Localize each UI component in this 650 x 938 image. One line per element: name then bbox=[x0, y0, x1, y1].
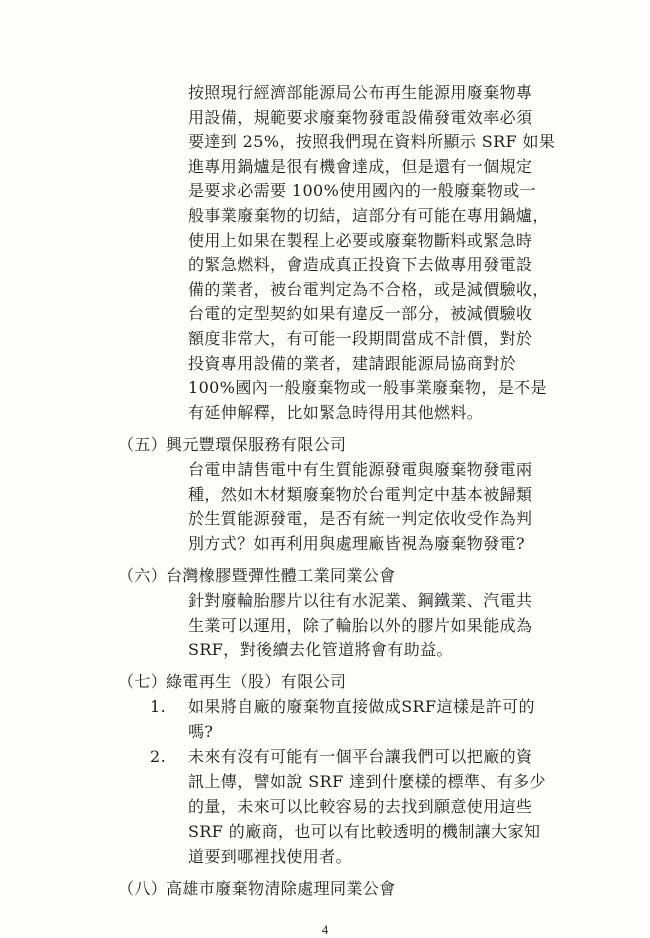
text-line: SRF 的廠商，也可以有比較透明的機制讓大家知 bbox=[188, 822, 541, 842]
text-line: 生業可以運用，除了輪胎以外的膠片如果能成為 bbox=[188, 615, 533, 635]
section-heading: 興元豐環保服務有限公司 bbox=[166, 435, 347, 455]
text-line: 嗎? bbox=[188, 722, 214, 742]
text-line: 的量，未來可以比較容易的去找到願意使用這些 bbox=[188, 797, 533, 817]
text-line: 針對廢輪胎膠片以往有水泥業、鋼鐵業、汽電共 bbox=[188, 591, 533, 610]
text-line: 要達到 25%，按照我們現在資料所顯示 SRF 如果 bbox=[188, 132, 556, 152]
section-heading: 綠電再生（股）有限公司 bbox=[166, 672, 347, 692]
text-line: 100%國內一般廢棄物或一般事業廢棄物，是不是 bbox=[188, 378, 547, 398]
section-marker: （五） bbox=[118, 435, 168, 455]
section-marker: （七） bbox=[118, 672, 168, 692]
text-line: 台電的定型契約如果有違反一部分，被減價驗收 bbox=[188, 304, 533, 324]
text-line: 有延伸解釋，比如緊急時得用其他燃料。 bbox=[188, 402, 484, 422]
text-line: 道要到哪裡找使用者。 bbox=[188, 847, 353, 867]
text-line: 如果將自廠的廢棄物直接做成SRF這樣是許可的 bbox=[188, 697, 535, 717]
text-line: 按照現行經濟部能源局公布再生能源用廢棄物專 bbox=[188, 83, 533, 102]
section-marker: （六） bbox=[118, 566, 168, 586]
item-number: 1. bbox=[150, 697, 167, 717]
text-line: 未來有沒有可能有一個平台讓我們可以把廠的資 bbox=[188, 747, 533, 767]
section-heading: 台灣橡膠暨彈性體工業同業公會 bbox=[166, 566, 396, 586]
text-line: 台電申請售電中有生質能源發電與廢棄物發電兩 bbox=[188, 460, 533, 479]
page-number: 4 bbox=[321, 922, 329, 938]
text-line: 進專用鍋爐是很有機會達成，但是還有一個規定 bbox=[188, 156, 533, 176]
text-line: 投資專用設備的業者，建請跟能源局協商對於 bbox=[188, 353, 517, 373]
text-line: 的緊急燃料，會造成真正投資下去做專用發電設 bbox=[188, 255, 533, 275]
text-line: 用設備，規範要求廢棄物發電設備發電效率必須 bbox=[188, 107, 533, 127]
text-line: 是要求必需要 100%使用國內的一般廢棄物或一 bbox=[188, 181, 537, 201]
text-line: 別方式？如再利用與處理廠皆視為廢棄物發電? bbox=[188, 533, 525, 553]
section-marker: （八） bbox=[118, 879, 168, 899]
text-line: 種，然如木材類廢棄物於台電判定中基本被歸類 bbox=[188, 484, 533, 504]
text-line: 訊上傳，譬如說 SRF 達到什麼樣的標準、有多少 bbox=[188, 772, 546, 792]
text-line: 使用上如果在製程上必要或廢棄物斷料或緊急時 bbox=[188, 230, 533, 250]
text-line: SRF，對後續去化管道將會有助益。 bbox=[188, 640, 453, 660]
text-line: 般事業廢棄物的切結，這部分有可能在專用鍋爐， bbox=[188, 206, 549, 225]
text-line: 備的業者，被台電判定為不合格，或是減價驗收， bbox=[188, 279, 549, 299]
item-number: 2. bbox=[150, 747, 167, 767]
text-line: 額度非常大，有可能一段期間當成不計價，對於 bbox=[188, 329, 533, 348]
text-line: 於生質能源發電，是否有統一判定依收受作為判 bbox=[188, 509, 533, 529]
section-heading: 高雄市廢棄物清除處理同業公會 bbox=[166, 879, 396, 899]
